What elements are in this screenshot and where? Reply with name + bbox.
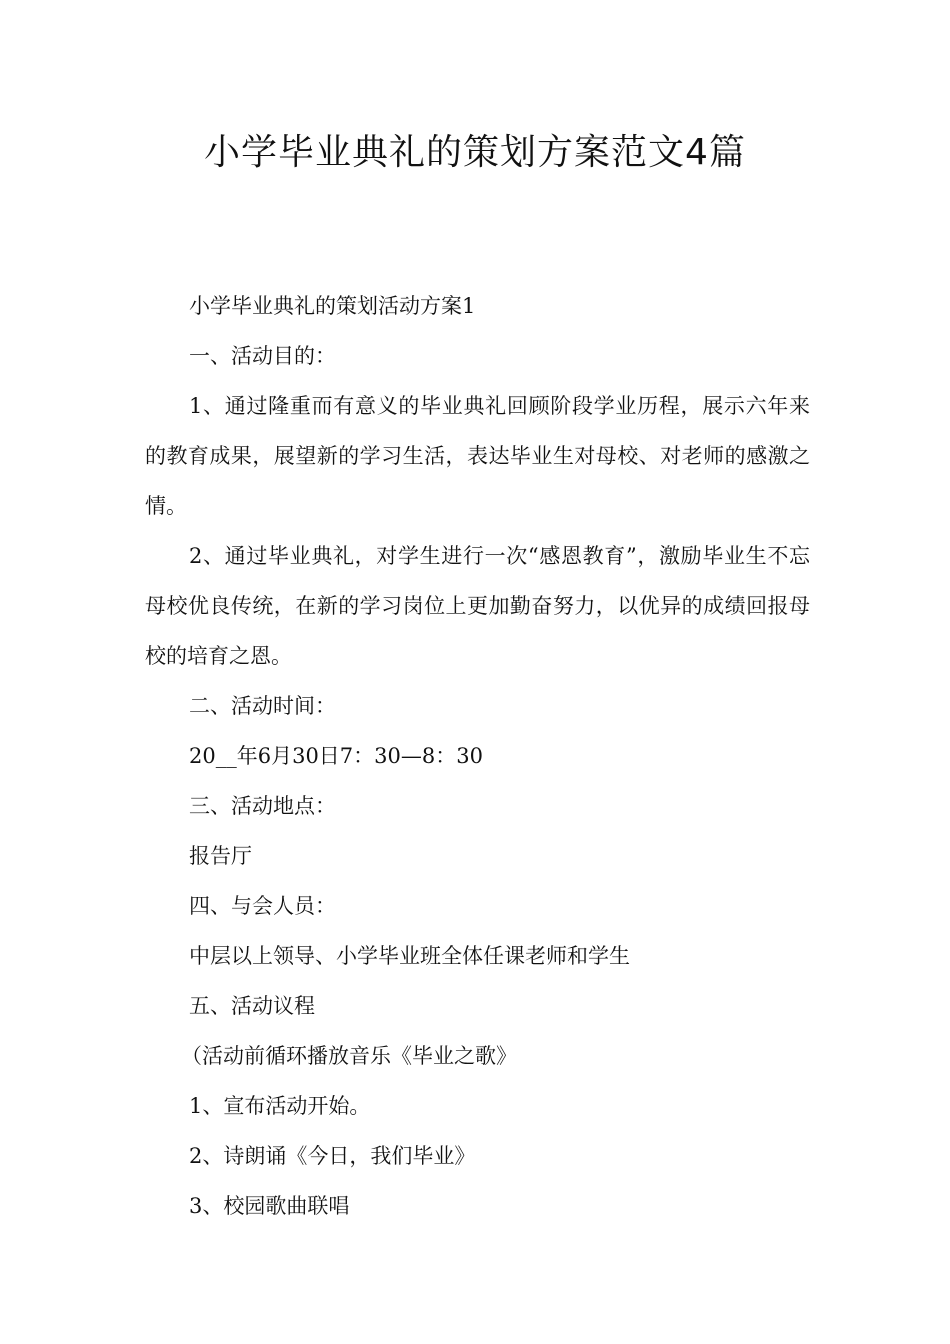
- section-heading: 小学毕业典礼的策划活动方案1: [189, 294, 476, 318]
- paragraph: 2、通过毕业典礼，对学生进行一次“感恩教育”，激励毕业生不忘母校优良传统，在新的学习岗位上更加勤奋努力，以优异的成绩回报母校的培育之恩。: [145, 544, 810, 668]
- list-item: 1、宣布活动开始。: [189, 1094, 371, 1118]
- paragraph: 1、通过隆重而有意义的毕业典礼回顾阶段学业历程，展示六年来的教育成果，展望新的学习生活，表达毕业生对母校、对老师的感激之情。: [145, 394, 810, 518]
- item-heading: 五、活动议程: [189, 994, 315, 1018]
- paragraph: 报告厅: [189, 844, 252, 868]
- list-item: 3、校园歌曲联唱: [189, 1194, 350, 1218]
- item-heading: 三、活动地点：: [189, 794, 336, 818]
- document-body: [145, 281, 810, 1231]
- paragraph: 20__年6月30日7：30—8：30: [189, 744, 483, 768]
- item-heading: 一、活动目的：: [189, 344, 336, 368]
- document-title: 小学毕业典礼的策划方案范文4篇: [204, 132, 746, 173]
- paragraph: （活动前循环播放音乐《毕业之歌》: [181, 1044, 517, 1068]
- paragraph: 中层以上领导、小学毕业班全体任课老师和学生: [189, 944, 630, 968]
- list-item: 2、诗朗诵《今日，我们毕业》: [189, 1144, 476, 1168]
- item-heading: 四、与会人员：: [189, 894, 336, 918]
- item-heading: 二、活动时间：: [189, 694, 336, 718]
